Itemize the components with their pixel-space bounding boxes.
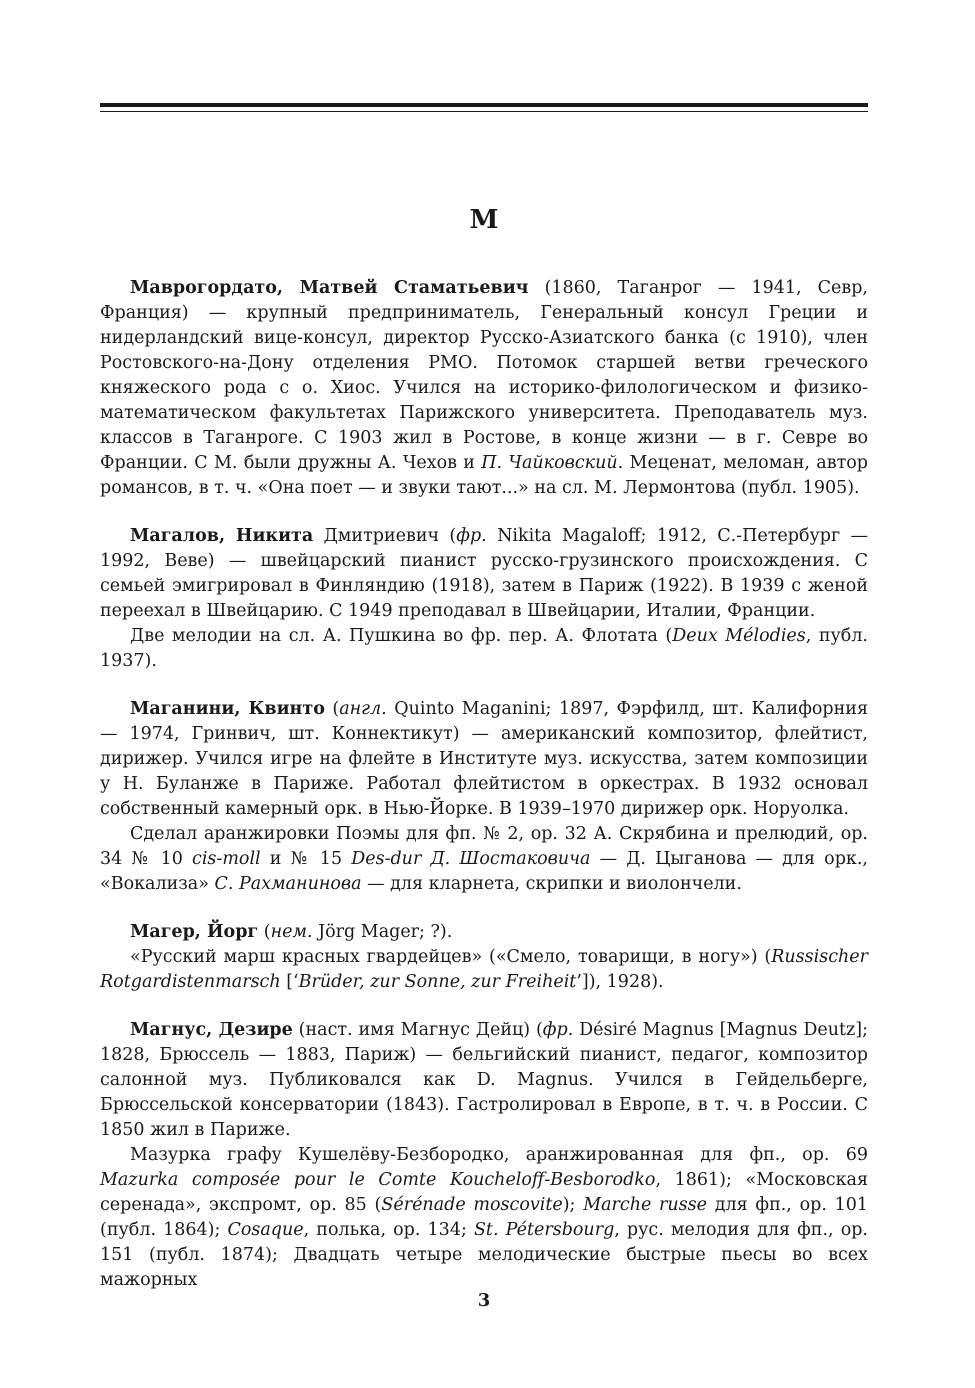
italic-text: cis-moll — [192, 849, 261, 869]
dictionary-entry — [100, 697, 868, 897]
italic-text: англ. — [339, 699, 387, 719]
entry-text: ( — [324, 699, 340, 719]
entry-text: Две мелодии на сл. А. Пушкина во фр. пер. А. Флотата ( — [130, 626, 673, 646]
page-number: 3 — [477, 1290, 491, 1311]
entry-works-paragraph — [100, 822, 868, 897]
dictionary-entry — [100, 276, 868, 501]
entry-text: , публ. 1937). — [100, 626, 868, 671]
entry-text: Мазурка графу Кушелёву-Безбородко, аранжированная для фп., ор. 69 — [130, 1145, 868, 1165]
entry-paragraph — [100, 276, 868, 501]
section-letter: М — [469, 205, 499, 235]
dictionary-entries — [100, 276, 868, 1316]
italic-text: фр. — [542, 1020, 574, 1040]
italic-text: Sérénade moscovite — [381, 1195, 563, 1215]
entry-text: Quinto Maganini; 1897, Фэрфилд, шт. Калифорния — 1974, Гринвич, шт. Коннектикут) — американский композитор, флейтист, дирижер. Учился игре на флейте в Институте муз. искусства, затем композиции у Н. Буланже в Париже. Работал флейтистом в оркестрах. В 1932 основал собственный камерный орк. в Нью-Йорке. В 1939–1970 дирижер орк. Норуолка. — [100, 699, 868, 819]
header-rule-thick — [100, 103, 868, 107]
entry-headword: Магалов, Никита — [130, 526, 314, 546]
entry-paragraph — [100, 920, 868, 945]
italic-text: фр. — [456, 526, 487, 546]
entry-works-paragraph — [100, 624, 868, 674]
italic-text: Marche russe — [583, 1195, 708, 1215]
header-rule-thin — [100, 111, 868, 112]
entry-text: Désiré Magnus [Magnus Deutz]; 1828, Брюссель — 1883, Париж) — бельгийский пианист, педагог, композитор салонной муз. Публиковался как D. Magnus. Учился в Гейдельберге, Брюссельской консерватории (1843). Гастролировал в Европе, в т. ч. в России. С 1850 жил в Париже. — [100, 1020, 868, 1140]
entry-works-paragraph — [100, 945, 868, 995]
entry-text: . Меценат, меломан, автор романсов, в т. ч. «Она поет — и звуки тают...» на сл. М. Лермонтова (публ. 1905). — [100, 453, 869, 498]
entry-text: ’]), 1928). — [576, 972, 664, 992]
italic-text: St. Pétersbourg — [473, 1220, 615, 1240]
entry-text: Jörg Mager; ?). — [312, 922, 453, 942]
italic-text: Cosaque — [227, 1220, 304, 1240]
entry-text: , полька, ор. 134; — [303, 1220, 474, 1240]
italic-text: нем. — [270, 922, 313, 942]
dictionary-entry — [100, 524, 868, 674]
dictionary-entry — [100, 920, 868, 995]
italic-text: Deux Mélodies — [672, 626, 806, 646]
entry-paragraph — [100, 524, 868, 624]
entry-text: (наст. имя Магнус Дейц) ( — [292, 1020, 543, 1040]
entry-text: «Русский марш красных гвардейцев» («Смело, товарищи, в ногу») ( — [130, 947, 772, 967]
entry-paragraph — [100, 1018, 868, 1143]
entry-text: ( — [258, 922, 271, 942]
italic-text: Mazurka composée pour le Comte Koucheloff-Besborodko — [100, 1170, 656, 1190]
entry-text: Дмитриевич ( — [313, 526, 457, 546]
entry-headword: Магер, Йорг — [130, 922, 259, 942]
italic-text: П. Чайковский — [481, 453, 618, 473]
entry-text: , 1861); «Московская серенада», экспромт, ор. 85 ( — [100, 1170, 869, 1215]
entry-text: для фп., ор. 101 (публ. 1864); — [100, 1195, 869, 1240]
italic-text: С. Рахманинова — [214, 874, 362, 894]
italic-text: Russischer Rotgardistenmarsch — [100, 947, 868, 992]
entry-text: [‘ — [280, 972, 299, 992]
entry-text: Сделал аранжировки Поэмы для фп. № 2, ор. 32 А. Скрябина и прелюдий, ор. 34 № 10 — [100, 824, 868, 869]
entry-works-paragraph — [100, 1143, 868, 1293]
entry-text: — Д. Цыганова — для орк., «Вокализа» — [100, 849, 868, 894]
entry-headword: Маврогордато, Матвей Стаматьевич — [130, 278, 529, 298]
italic-text: Des-dur Д. Шостаковича — [351, 849, 591, 869]
entry-text: — для кларнета, скрипки и виолончели. — [361, 874, 742, 894]
entry-headword: Маганини, Квинто — [130, 699, 325, 719]
entry-text: и № 15 — [260, 849, 352, 869]
italic-text: Brüder, zur Sonne, zur Freiheit — [298, 972, 577, 992]
dictionary-entry — [100, 1018, 868, 1293]
entry-text: Nikita Magaloff; 1912, С.-Петербург — 1992, Веве) — швейцарский пианист русско-грузинского происхождения. С семьей эмигрировал в Финляндию (1918), затем в Париж (1922). В 1939 с женой переехал в Швейцарию. С 1949 преподавал в Швейцарии, Италии, Франции. — [100, 526, 868, 621]
entry-headword: Магнус, Дезире — [130, 1020, 293, 1040]
entry-text: (1860, Таганрог — 1941, Севр, Франция) — крупный предприниматель, Генеральный консул Греции и нидерландский вице-консул, директор Русско-Азиатского банка (с 1910), член Ростовского-на-Дону отделения РМО. Потомок старшей ветви греческого княжеского рода с о. Хиос. Учился на историко-филологическом и физико-математическом факультетах Парижского университета. Преподаватель муз. классов в Таганроге. С 1903 жил в Ростове, в конце жизни — в г. Севре во Франции. С М. были дружны А. Чехов и — [100, 278, 868, 473]
entry-text: , рус. мелодия для фп., ор. 151 (публ. 1874); Двадцать четыре мелодические быстрые пьесы во всех мажорных — [100, 1220, 868, 1290]
entry-text: ); — [562, 1195, 584, 1215]
entry-paragraph — [100, 697, 868, 822]
